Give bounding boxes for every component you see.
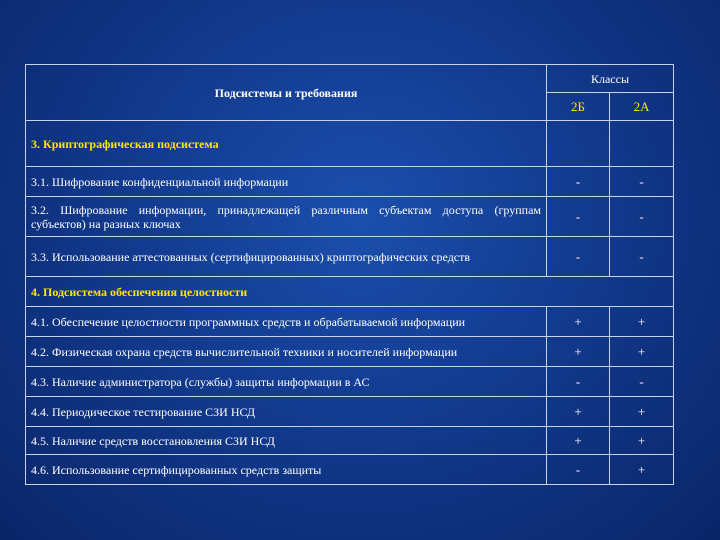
row-value-2a: + [610, 397, 674, 427]
row-value-2b: - [547, 237, 610, 277]
requirements-table [25, 64, 674, 485]
row-label: 3.3. Использование аттестованных (сертифицированных) криптографических средств [26, 237, 547, 277]
row-label: 4.2. Физическая охрана средств вычислительной техники и носителей информации [26, 337, 547, 367]
row-value-2b: - [547, 367, 610, 397]
row-value-2b: + [547, 427, 610, 455]
empty-cell [610, 121, 674, 167]
row-value-2b: - [547, 197, 610, 237]
row-value-2a: + [610, 427, 674, 455]
row-label: 4.3. Наличие администратора (службы) защиты информации в АС [26, 367, 547, 397]
row-label: 3.2. Шифрование информации, принадлежащей различным субъектам доступа (группам субъектов) на разных ключах [26, 197, 547, 237]
row-label: 3.1. Шифрование конфиденциальной информации [26, 167, 547, 197]
row-value-2a: - [610, 237, 674, 277]
row-value-2a: + [610, 337, 674, 367]
section-integrity-title: 4. Подсистема обеспечения целостности [26, 277, 674, 307]
row-value-2b: - [547, 455, 610, 485]
row-label: 4.6. Использование сертифицированных средств защиты [26, 455, 547, 485]
row-label: 4.5. Наличие средств восстановления СЗИ НСД [26, 427, 547, 455]
row-value-2a: - [610, 367, 674, 397]
header-subsystems: Подсистемы и требования [26, 65, 547, 121]
row-label: 4.4. Периодическое тестирование СЗИ НСД [26, 397, 547, 427]
row-value-2b: - [547, 167, 610, 197]
row-label: 4.1. Обеспечение целостности программных средств и обрабатываемой информации [26, 307, 547, 337]
row-value-2b: + [547, 307, 610, 337]
section-crypto-title: 3. Криптографическая подсистема [26, 121, 547, 167]
header-classes: Классы [547, 65, 674, 93]
header-class-2a: 2А [610, 93, 674, 121]
empty-cell [547, 121, 610, 167]
row-value-2a: + [610, 307, 674, 337]
row-value-2a: - [610, 197, 674, 237]
row-value-2a: + [610, 455, 674, 485]
row-value-2b: + [547, 337, 610, 367]
row-value-2a: - [610, 167, 674, 197]
row-value-2b: + [547, 397, 610, 427]
header-class-2b: 2Б [547, 93, 610, 121]
